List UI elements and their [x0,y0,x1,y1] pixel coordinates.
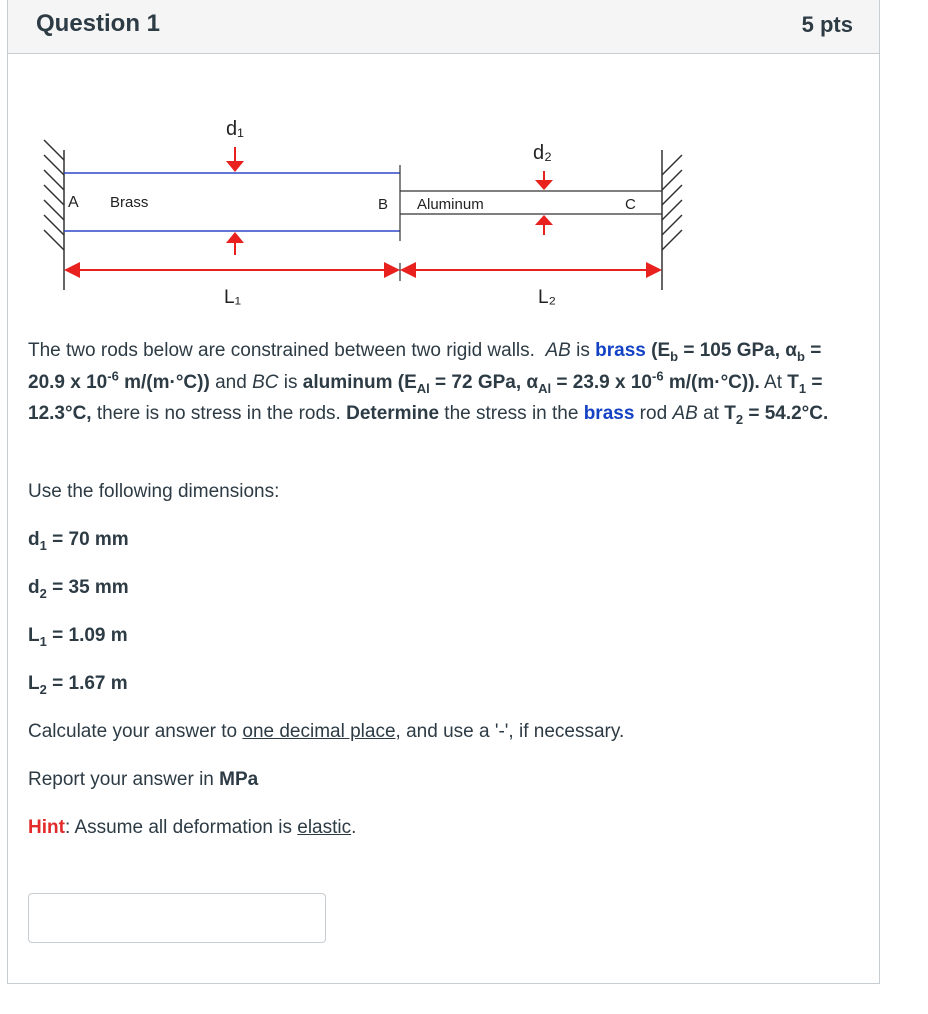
problem-text: = 105 GPa, α [678,340,797,361]
dim-name: L [28,625,40,646]
subscript: b [796,348,805,364]
problem-statement [28,335,858,430]
problem-text: and [209,371,253,393]
L2-dimension [400,262,662,278]
subscript: 2 [39,681,47,697]
subscript: 1 [798,380,807,396]
hint-label: Hint [28,817,65,838]
dim-name: L [28,673,40,694]
dim-value: = 1.67 m [46,673,128,694]
problem-text: m/(m·°C)) [118,371,210,393]
instruction-emphasis: one decimal place [242,721,396,742]
problem-text: m/(m·°C)). [663,371,760,393]
problem-text: there is no stress in the rods. [91,403,347,424]
dimension-d2 [28,577,129,599]
label-L1: L₁ [224,287,241,305]
instruction-text: Calculate your answer to [28,721,243,742]
problem-text: the stress in the [439,403,584,424]
subscript: 2 [39,585,47,601]
segment-label: AB [545,340,571,361]
instruction-text: Report your answer in [28,769,220,790]
dim-value: = 70 mm [46,529,129,550]
label-A: A [68,194,79,211]
problem-text: = 23.9 x 10 [551,371,652,393]
dim-name: d [28,529,40,550]
instruction-text: , and use a '-', if necessary. [395,721,625,742]
label-brass: Brass [110,194,149,211]
problem-text: at [697,403,725,424]
problem-text: (E [645,340,671,361]
d1-top-arrow [226,147,244,172]
question-header [8,0,879,54]
left-wall [44,140,64,290]
calculation-instruction [28,721,624,743]
question-points: 5 pts [801,12,853,37]
label-L2: L₂ [538,287,556,305]
segment-label: AB [672,403,698,424]
problem-text: At [759,371,788,393]
segment-label: BC [252,371,279,393]
problem-text: T [724,403,736,424]
subscript: Al [416,380,430,396]
problem-text: (E [392,371,417,393]
right-wall [662,150,682,290]
label-d2: d₂ [533,142,552,164]
problem-text: is [570,340,596,361]
problem-text: = 20.9 x 10 [28,340,822,393]
d2-top-arrow [535,171,553,190]
problem-text: Determine [346,403,440,424]
label-aluminum: Aluminum [417,196,484,213]
subscript: 2 [735,411,744,427]
d2-bottom-arrow [535,215,553,235]
L1-dimension [64,262,400,281]
problem-text: = 72 GPa, α [429,371,539,393]
subscript: 1 [39,537,47,553]
units-instruction [28,769,258,791]
material-brass: brass [595,340,646,361]
problem-text: The two rods below are constrained between two rigid walls. [28,340,535,361]
subscript: 1 [39,633,47,649]
superscript: -6 [652,368,664,384]
material-brass: brass [583,403,635,424]
problem-text: rod [634,403,673,424]
subscript: b [670,348,679,364]
d1-bottom-arrow [226,232,244,255]
hint-emphasis: elastic [297,817,352,838]
dim-value: = 1.09 m [46,625,128,646]
label-B: B [378,196,389,213]
hint-text: . [351,817,357,838]
units-label: MPa [219,769,259,790]
superscript: -6 [107,368,119,384]
problem-text: is [278,371,303,393]
question-title: Question 1 [36,10,161,37]
problem-text: T [787,371,799,393]
dimensions-intro: Use the following dimensions: [28,481,280,502]
subscript: Al [538,380,552,396]
hint-text: : Assume all deformation is [64,817,298,838]
rods-diagram [30,105,690,305]
problem-text: = 12.3°C, [28,371,823,424]
hint [28,817,356,839]
dimension-L1 [28,625,128,647]
answer-input[interactable] [28,893,326,943]
dimension-L2 [28,673,128,695]
dimension-d1 [28,529,129,551]
label-d1: d₁ [226,118,244,140]
problem-text: = 54.2°C. [743,403,829,424]
material-aluminum: aluminum [302,371,393,393]
label-C: C [625,196,636,213]
dim-value: = 35 mm [46,577,129,598]
problem-paragraph [28,335,858,430]
dim-name: d [28,577,40,598]
